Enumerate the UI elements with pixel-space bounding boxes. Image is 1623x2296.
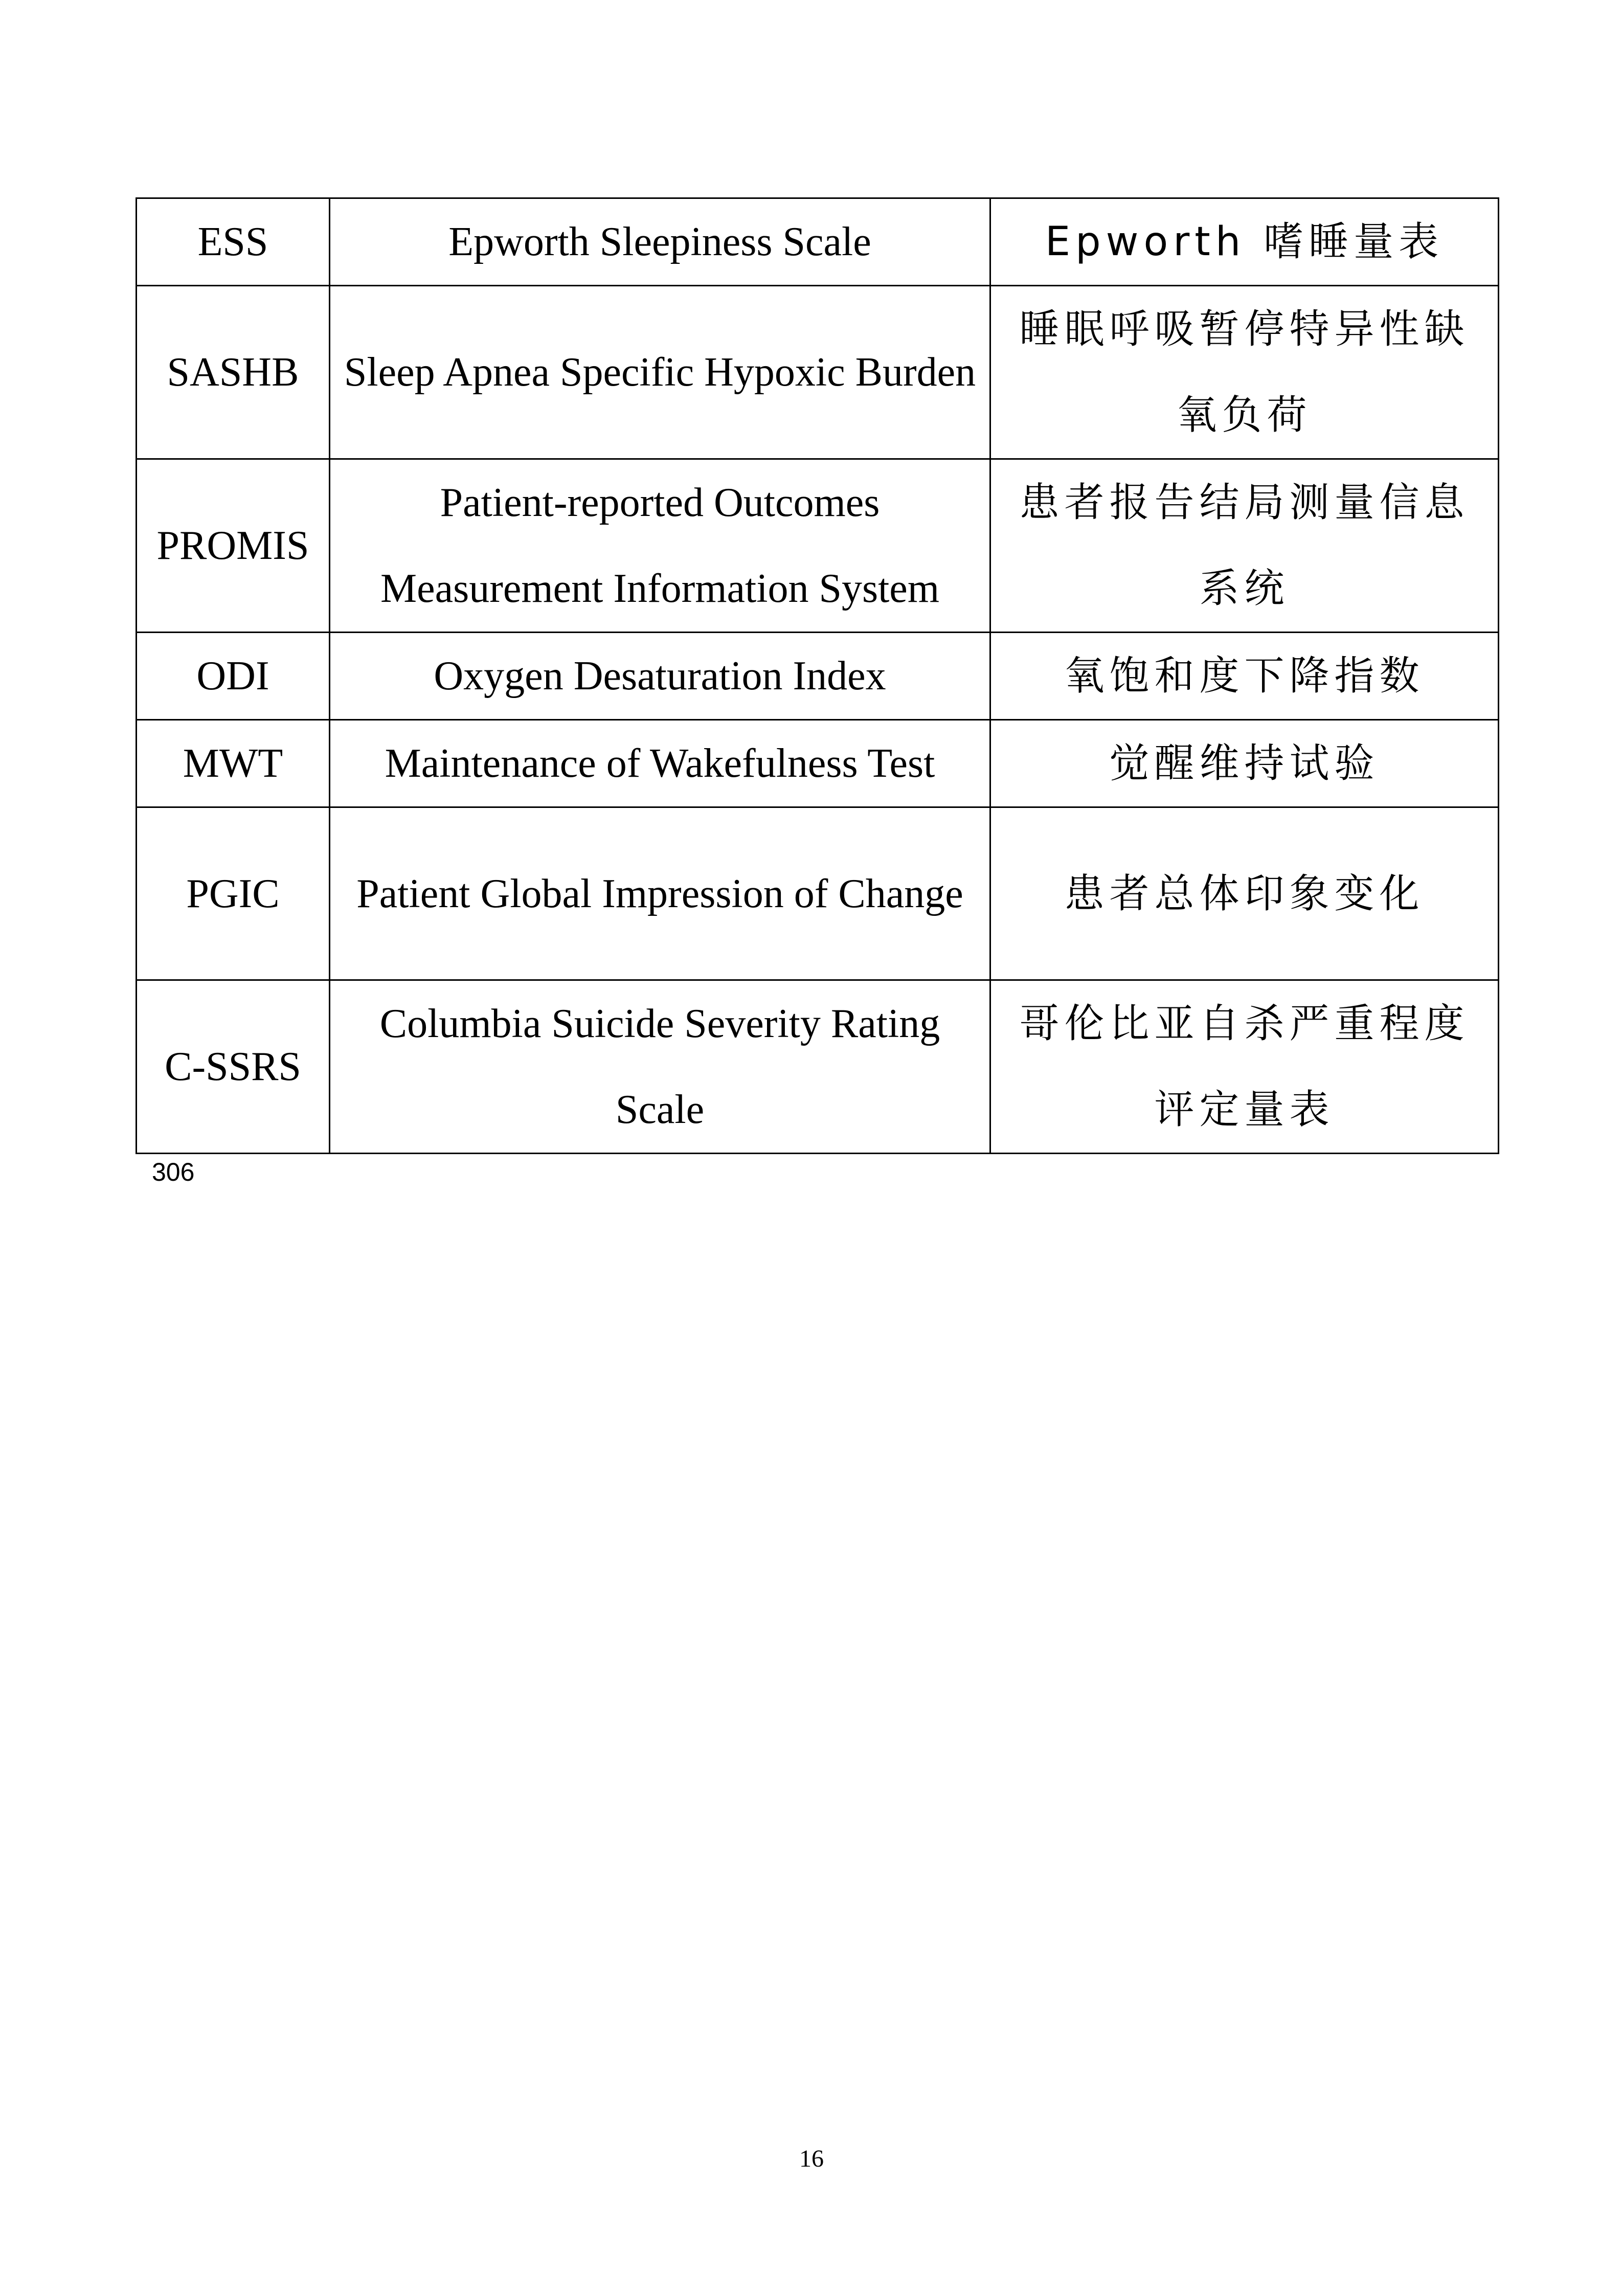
english-term-cell: Patient-reported Outcomes Measurement Information System — [330, 459, 990, 633]
table-row — [137, 980, 1499, 1154]
abbreviation-cell: ESS — [137, 198, 330, 286]
english-term-cell: Maintenance of Wakefulness Test — [330, 720, 990, 807]
english-term-cell: Patient Global Impression of Change — [330, 807, 990, 980]
table-row — [137, 807, 1499, 980]
table-row — [137, 633, 1499, 720]
english-term-cell: Sleep Apnea Specific Hypoxic Burden — [330, 286, 990, 459]
line-number: 306 — [152, 1158, 195, 1186]
chinese-term-cell: 哥伦比亚自杀严重程度评定量表 — [990, 980, 1499, 1154]
page-number: 16 — [799, 2145, 824, 2172]
chinese-term-cell: 患者报告结局测量信息系统 — [990, 459, 1499, 633]
english-term-cell: Columbia Suicide Severity Rating Scale — [330, 980, 990, 1154]
abbreviation-cell: C-SSRS — [137, 980, 330, 1154]
abbreviation-cell: PROMIS — [137, 459, 330, 633]
abbreviation-cell: PGIC — [137, 807, 330, 980]
chinese-term-cell: 患者总体印象变化 — [990, 807, 1499, 980]
table-row — [137, 459, 1499, 633]
abbreviation-table — [136, 197, 1499, 1154]
english-term-cell: Epworth Sleepiness Scale — [330, 198, 990, 286]
chinese-term-cell: 氧饱和度下降指数 — [990, 633, 1499, 720]
abbreviation-cell: SASHB — [137, 286, 330, 459]
chinese-term-cell: 睡眠呼吸暂停特异性缺氧负荷 — [990, 286, 1499, 459]
chinese-term-cell: 觉醒维持试验 — [990, 720, 1499, 807]
table-row — [137, 286, 1499, 459]
abbreviation-cell: MWT — [137, 720, 330, 807]
chinese-term-cell: Epworth 嗜睡量表 — [990, 198, 1499, 286]
table-row — [137, 198, 1499, 286]
abbreviation-cell: ODI — [137, 633, 330, 720]
table-row — [137, 720, 1499, 807]
english-term-cell: Oxygen Desaturation Index — [330, 633, 990, 720]
